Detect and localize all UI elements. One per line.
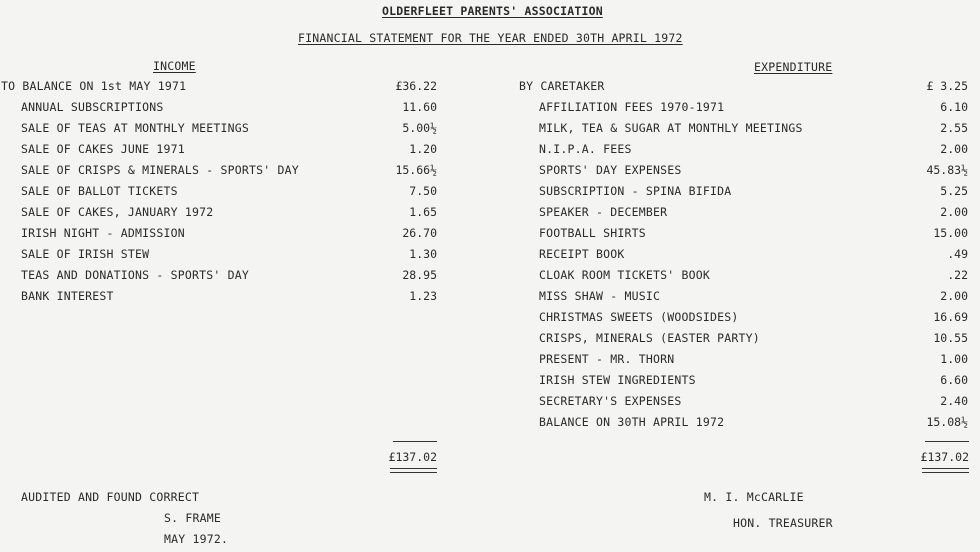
income-item-label: SALE OF CAKES, JANUARY 1972 [21, 205, 214, 219]
income-item-label: SALE OF CAKES JUNE 1971 [21, 142, 185, 156]
expenditure-item-label: SPORTS' DAY EXPENSES [539, 163, 682, 177]
expenditure-item-label: CLOAK ROOM TICKETS' BOOK [539, 268, 710, 282]
expenditure-item-amount: £ 3.25 [926, 79, 968, 93]
organisation-title: OLDERFLEET PARENTS' ASSOCIATION [382, 4, 603, 18]
expenditure-item-label: CRISPS, MINERALS (EASTER PARTY) [539, 331, 760, 345]
income-item-label: SALE OF CRISPS & MINERALS - SPORTS' DAY [21, 163, 299, 177]
expenditure-item-label: SECRETARY'S EXPENSES [539, 394, 682, 408]
treasurer-title: HON. TREASURER [733, 516, 833, 530]
income-item-amount: 1.23 [409, 289, 437, 303]
income-item-label: IRISH NIGHT - ADMISSION [21, 226, 185, 240]
statement-title: FINANCIAL STATEMENT FOR THE YEAR ENDED 30TH APRIL 1972 [298, 31, 683, 45]
expenditure-total: £137.02 [920, 450, 969, 464]
income-total-rule-top [393, 441, 437, 442]
expenditure-item-amount: 2.00 [940, 289, 968, 303]
expenditure-item-amount: 2.00 [940, 205, 968, 219]
expenditure-item-label: MILK, TEA & SUGAR AT MONTHLY MEETINGS [539, 121, 803, 135]
income-total-rule-bottom-1 [390, 468, 437, 469]
expenditure-total-rule-bottom-1 [922, 468, 969, 469]
income-total-rule-bottom-2 [390, 472, 437, 473]
income-item-label: TO BALANCE ON 1st MAY 1971 [1, 79, 187, 93]
expenditure-item-amount: 15.00 [933, 226, 968, 240]
income-item-label: SALE OF BALLOT TICKETS [21, 184, 178, 198]
income-item-amount: £36.22 [395, 79, 437, 93]
expenditure-item-label: N.I.P.A. FEES [539, 142, 632, 156]
income-total: £137.02 [388, 450, 437, 464]
expenditure-item-amount: 45.83½ [926, 163, 968, 177]
expenditure-item-label: FOOTBALL SHIRTS [539, 226, 646, 240]
income-item-amount: 15.66½ [395, 163, 437, 177]
expenditure-item-label: IRISH STEW INGREDIENTS [539, 373, 696, 387]
expenditure-item-amount: 5.25 [940, 184, 968, 198]
income-item-amount: 1.30 [409, 247, 437, 261]
expenditure-item-amount: 2.00 [940, 142, 968, 156]
expenditure-total-rule-top [925, 441, 969, 442]
expenditure-item-amount: 1.00 [940, 352, 968, 366]
expenditure-item-label: SUBSCRIPTION - SPINA BIFIDA [539, 184, 732, 198]
income-item-amount: 5.00½ [402, 121, 437, 135]
audit-statement: AUDITED AND FOUND CORRECT [21, 490, 200, 504]
expenditure-item-amount: 15.08½ [926, 415, 968, 429]
expenditure-item-amount: 16.69 [933, 310, 968, 324]
income-item-amount: 28.95 [402, 268, 437, 282]
income-item-amount: 1.65 [409, 205, 437, 219]
expenditure-item-amount: 2.55 [940, 121, 968, 135]
expenditure-item-label: CHRISTMAS SWEETS (WOODSIDES) [539, 310, 739, 324]
treasurer-name: M. I. McCARLIE [704, 490, 804, 504]
income-item-label: SALE OF IRISH STEW [21, 247, 150, 261]
expenditure-item-amount: 2.40 [940, 394, 968, 408]
expenditure-item-amount: 10.55 [933, 331, 968, 345]
income-item-amount: 26.70 [402, 226, 437, 240]
income-item-label: SALE OF TEAS AT MONTHLY MEETINGS [21, 121, 249, 135]
income-item-amount: 7.50 [409, 184, 437, 198]
expenditure-item-label: BALANCE ON 30TH APRIL 1972 [539, 415, 725, 429]
expenditure-item-amount: 6.10 [940, 100, 968, 114]
income-item-label: BANK INTEREST [21, 289, 114, 303]
expenditure-item-label: MISS SHAW - MUSIC [539, 289, 661, 303]
expenditure-item-label: AFFILIATION FEES 1970-1971 [539, 100, 725, 114]
income-item-label: ANNUAL SUBSCRIPTIONS [21, 100, 164, 114]
income-heading: INCOME [153, 59, 196, 73]
expenditure-item-label: SPEAKER - DECEMBER [539, 205, 668, 219]
income-item-amount: 1.20 [409, 142, 437, 156]
expenditure-item-amount: 6.60 [940, 373, 968, 387]
expenditure-item-amount: .49 [947, 247, 968, 261]
expenditure-item-amount: .22 [947, 268, 968, 282]
expenditure-heading: EXPENDITURE [754, 60, 833, 74]
income-item-label: TEAS AND DONATIONS - SPORTS' DAY [21, 268, 249, 282]
expenditure-item-label: RECEIPT BOOK [539, 247, 625, 261]
income-item-amount: 11.60 [402, 100, 437, 114]
audit-date: MAY 1972. [164, 532, 229, 546]
expenditure-total-rule-bottom-2 [922, 472, 969, 473]
auditor-name: S. FRAME [164, 511, 221, 525]
expenditure-item-label: BY CARETAKER [519, 79, 605, 93]
expenditure-item-label: PRESENT - MR. THORN [539, 352, 675, 366]
